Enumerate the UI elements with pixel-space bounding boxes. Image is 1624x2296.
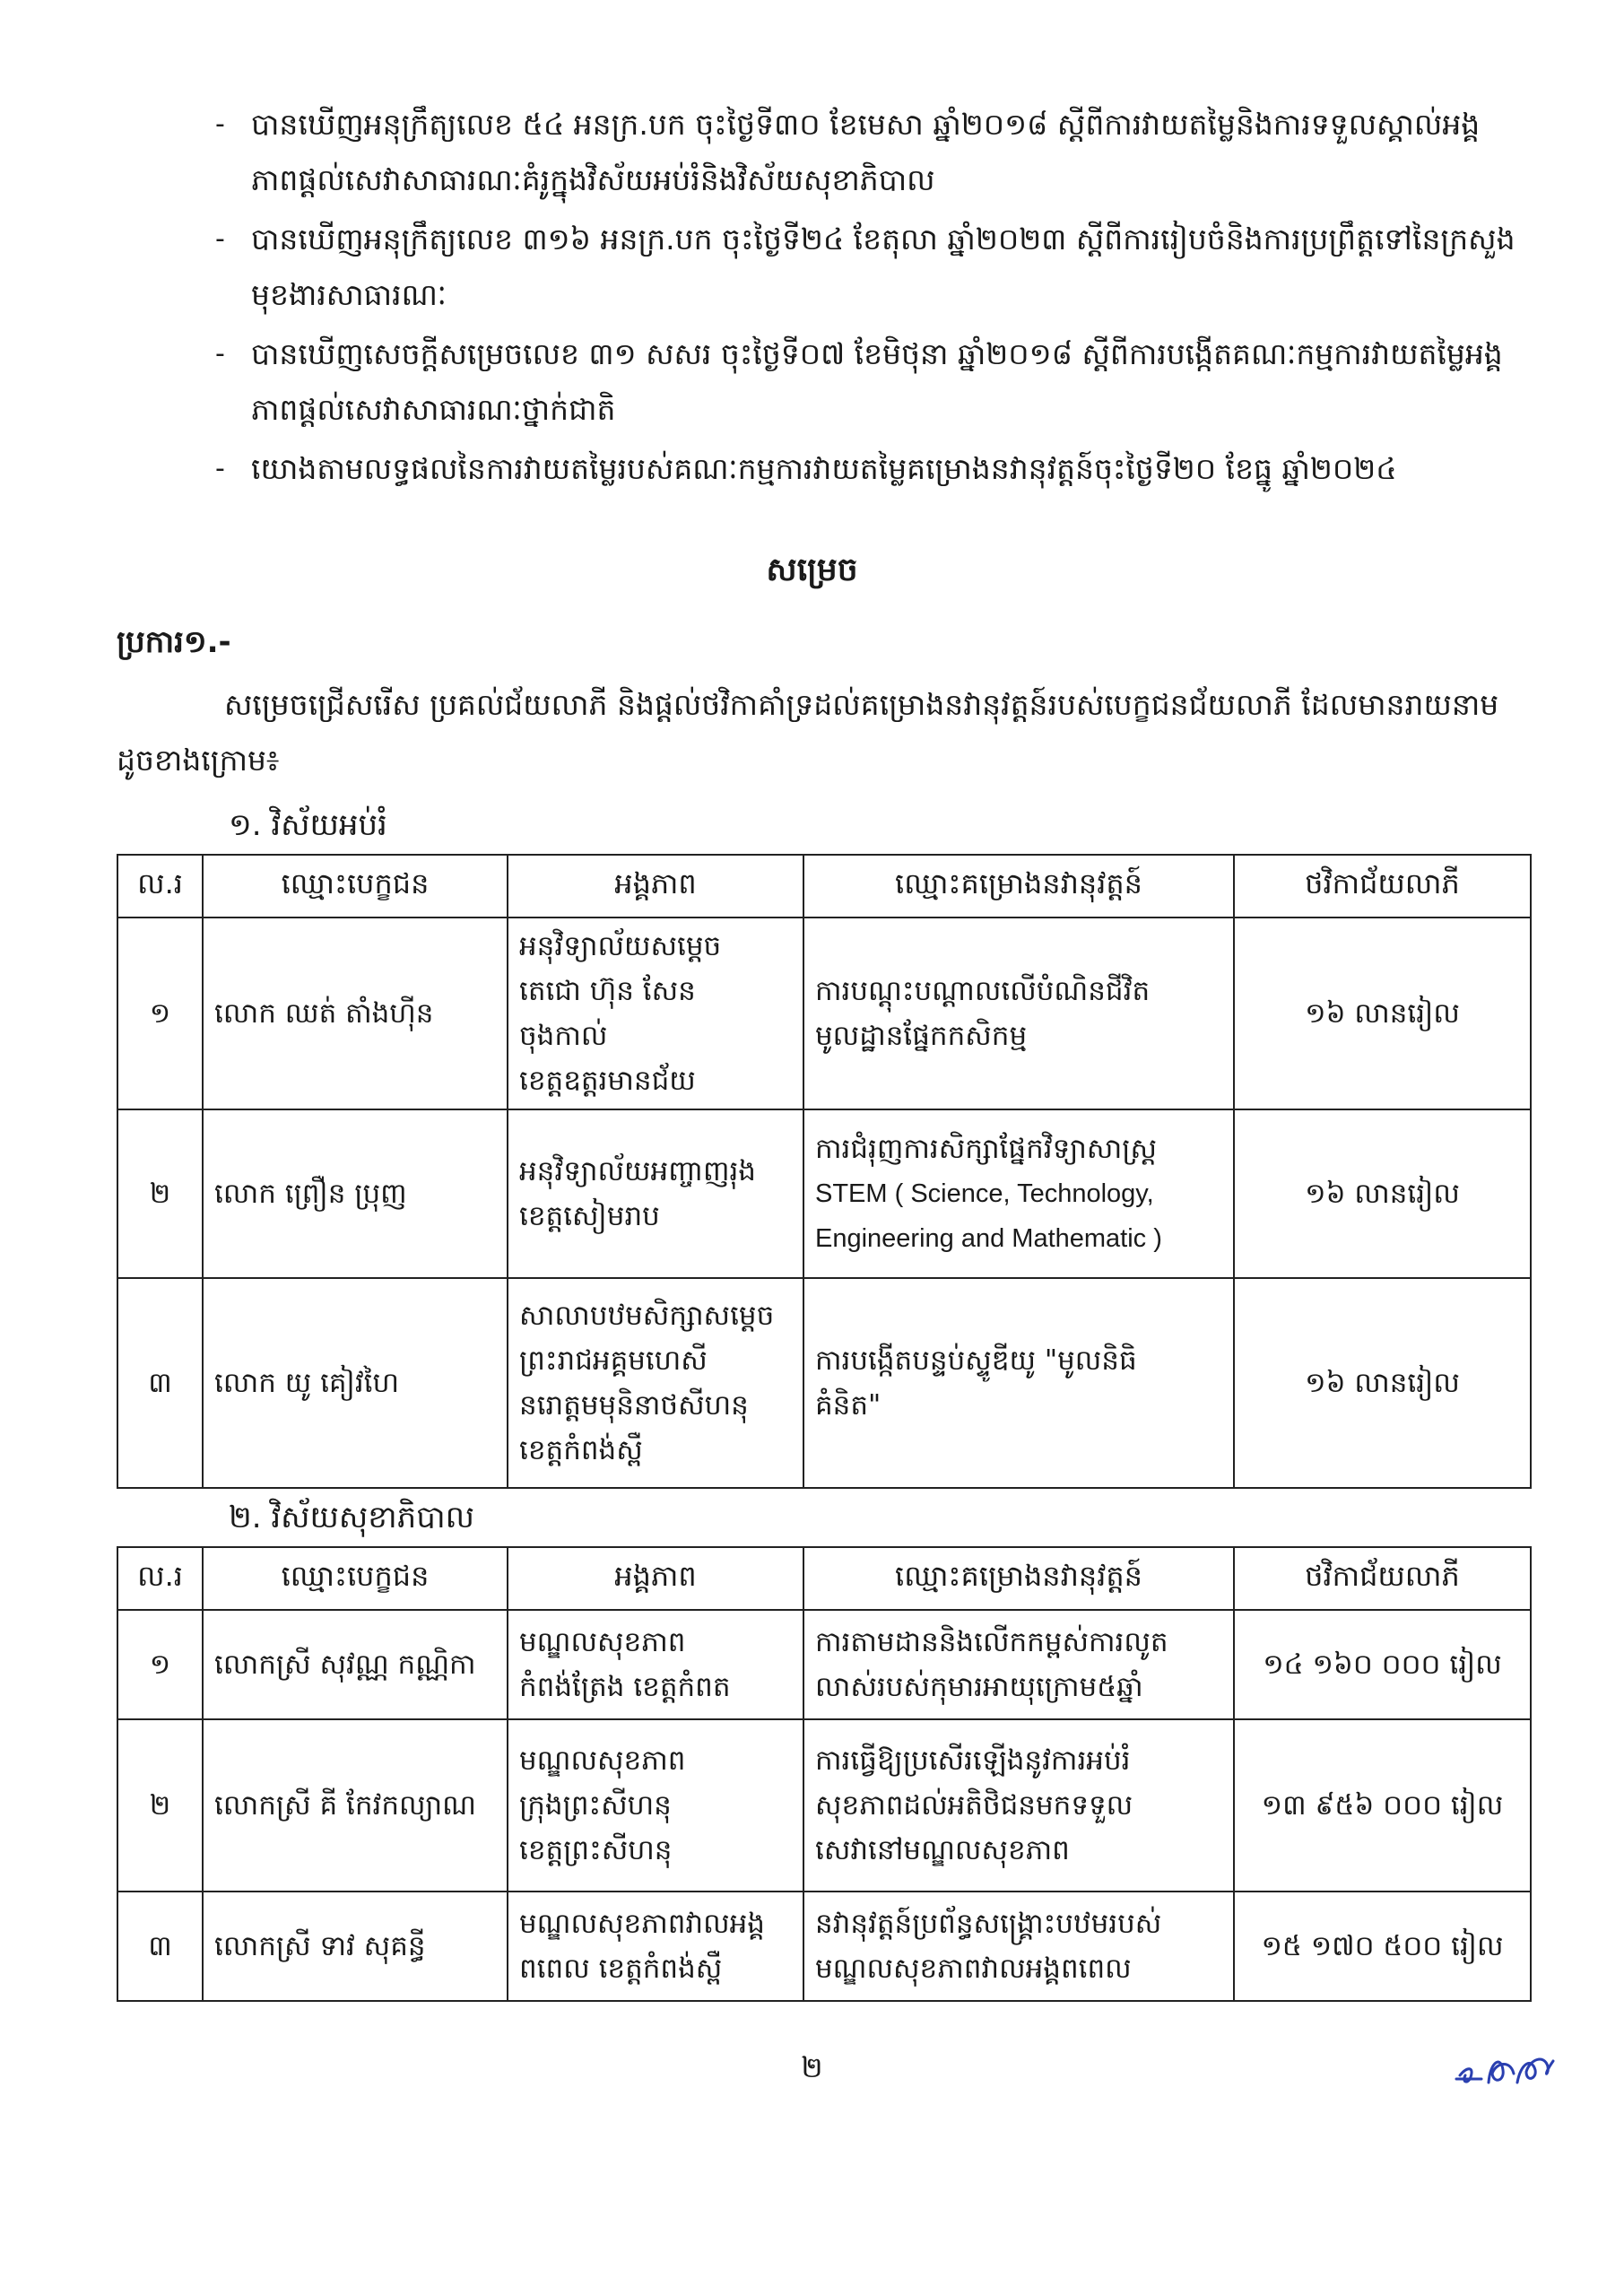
budget-cell: ១៦ លានរៀល — [1234, 1278, 1531, 1488]
budget-cell: ១៦ លានរៀល — [1234, 918, 1531, 1109]
section-title-education: ១. វិស័យអប់រំ — [229, 807, 387, 843]
unit-cell: មណ្ឌលសុខភាពវាលអង្គ ពពេល ខេត្តកំពង់ស្ពឺ — [508, 1892, 803, 2001]
candidate-name: លោកស្រី គី កែវកល្យាណ — [203, 1719, 508, 1892]
section-title-health: ២. វិស័យសុខាភិបាល — [229, 1500, 474, 1535]
project-cell: ការតាមដាននិងលើកកម្ពស់ការលូត លាស់របស់កុមារអាយុក្រោម៥ឆ្នាំ — [803, 1610, 1234, 1719]
table-row — [117, 1278, 1531, 1488]
table-row — [117, 918, 1531, 1109]
header-no: ល.រ — [117, 855, 203, 918]
page-number: ២ — [801, 2050, 823, 2084]
table-header-row — [117, 855, 1531, 918]
candidate-name: លោកស្រី សុវណ្ណ កណ្ណិកា — [203, 1610, 508, 1719]
table-row — [117, 1719, 1531, 1892]
project-cell: ការជំរុញការសិក្សាផ្នែកវិទ្យាសាស្ត្រ STEM ( Science, Technology, Engineering and Mathematic ) — [803, 1109, 1234, 1278]
row-number: ២ — [117, 1109, 203, 1278]
project-cell: ការធ្វើឱ្យប្រសើរឡើងនូវការអប់រំ សុខភាពដល់អតិថិជនមកទទួល សេវានៅមណ្ឌលសុខភាព — [803, 1719, 1234, 1892]
article-label: ប្រការ១.- — [117, 624, 231, 660]
header-no: ល.រ — [117, 1547, 203, 1610]
candidate-name: លោក ព្រឿន ប្រុញ — [203, 1109, 508, 1278]
candidate-name: លោក យូ គៀវហៃ — [203, 1278, 508, 1488]
preamble-item: - យោងតាមលទ្ធផលនៃការវាយតម្លៃរបស់គណៈកម្មការវាយតម្លៃគម្រោងនវានុវត្តន៍ចុះថ្ងៃទី២០ ខែធ្នូ ឆ្នាំ២០២៤ — [215, 451, 1397, 486]
budget-cell: ១៦ លានរៀល — [1234, 1109, 1531, 1278]
unit-cell: អនុវិទ្យាល័យសម្តេច តេជោ ហ៊ុន សែន ចុងកាល់ ខេត្តឧត្តរមានជ័យ — [508, 918, 803, 1109]
header-project: ឈ្មោះគម្រោងនវានុវត្តន៍ — [803, 855, 1234, 918]
header-project: ឈ្មោះគម្រោងនវានុវត្តន៍ — [803, 1547, 1234, 1610]
preamble-list — [215, 97, 1515, 500]
row-number: ៣ — [117, 1278, 203, 1488]
budget-cell: ១៤ ១៦០ ០០០ រៀល — [1234, 1610, 1531, 1719]
header-budget: ថវិកាជ័យលាភី — [1234, 1547, 1531, 1610]
preamble-item: - បានឃើញអនុក្រឹត្យលេខ ៥៤ អនក្រ.បក ចុះថ្ងៃទី៣០ ខែមេសា ឆ្នាំ២០១៨ ស្តីពីការវាយតម្លៃនិងការទទួលស្គាល់អង្គភាពផ្តល់សេវាសាធារណៈគំរូក្នុងវិស័យអប់រំនិងវិស័យសុខាភិបាល — [215, 107, 1481, 197]
candidate-name: លោក ឈត់ តាំងហ៊ីន — [203, 918, 508, 1109]
table-row — [117, 1610, 1531, 1719]
preamble-item: - បានឃើញសេចក្តីសម្រេចលេខ ៣១ សសរ ចុះថ្ងៃទី០៧ ខែមិថុនា ឆ្នាំ២០១៨ ស្តីពីការបង្កើតគណៈកម្មការវាយតម្លៃអង្គភាពផ្តល់សេវាសាធារណៈថ្នាក់ជាតិ — [215, 336, 1503, 427]
header-unit: អង្គភាព — [508, 855, 803, 918]
header-budget: ថវិកាជ័យលាភី — [1234, 855, 1531, 918]
unit-cell: មណ្ឌលសុខភាព កំពង់ត្រែង ខេត្តកំពត — [508, 1610, 803, 1719]
candidate-name: លោកស្រី ទាវ សុគន្ធី — [203, 1892, 508, 2001]
preamble-item: - បានឃើញអនុក្រឹត្យលេខ ៣១៦ អនក្រ.បក ចុះថ្ងៃទី២៤ ខែតុលា ឆ្នាំ២០២៣ ស្តីពីការរៀបចំនិងការប្រព្រឹត្តទៅនៃក្រសួងមុខងារសាធារណៈ — [215, 222, 1515, 312]
row-number: ១ — [117, 1610, 203, 1719]
row-number: ៣ — [117, 1892, 203, 2001]
education-table — [117, 854, 1532, 1489]
health-table — [117, 1546, 1532, 2002]
project-cell: ការបណ្តុះបណ្តាលលើបំណិនជីវិត មូលដ្ឋានផ្នែកកសិកម្ម — [803, 918, 1234, 1109]
budget-cell: ១៥ ១៧០ ៥០០ រៀល — [1234, 1892, 1531, 2001]
unit-cell: សាលាបឋមសិក្សាសម្តេច ព្រះរាជអគ្គមហេសី នរោត្តមមុនិនាថសីហនុ ខេត្តកំពង់ស្ពឺ — [508, 1278, 803, 1488]
header-unit: អង្គភាព — [508, 1547, 803, 1610]
header-candidate: ឈ្មោះបេក្ខជន — [203, 855, 508, 918]
article-body: សម្រេចជ្រើសរើស ប្រគល់ជ័យលាភី និងផ្តល់ថវិកាគាំទ្រដល់គម្រោងនវានុវត្តន៍របស់បេក្ខជនជ័យលាភី ដែលមានរាយនាមដូចខាងក្រោម៖ — [117, 687, 1499, 778]
decision-title: សម្រេច — [766, 552, 858, 588]
unit-cell: អនុវិទ្យាល័យអញ្ចាញរុង ខេត្តសៀមរាប — [508, 1109, 803, 1278]
handwritten-initials-icon — [1455, 2043, 1562, 2093]
header-candidate: ឈ្មោះបេក្ខជន — [203, 1547, 508, 1610]
budget-cell: ១៣ ៩៥៦ ០០០ រៀល — [1234, 1719, 1531, 1892]
table-row — [117, 1892, 1531, 2001]
row-number: ១ — [117, 918, 203, 1109]
table-row — [117, 1109, 1531, 1278]
unit-cell: មណ្ឌលសុខភាព ក្រុងព្រះសីហនុ ខេត្តព្រះសីហនុ — [508, 1719, 803, 1892]
table-header-row — [117, 1547, 1531, 1610]
row-number: ២ — [117, 1719, 203, 1892]
project-cell: នវានុវត្តន៍ប្រព័ន្ធសង្គ្រោះបឋមរបស់ មណ្ឌលសុខភាពវាលអង្គពពេល — [803, 1892, 1234, 2001]
project-cell: ការបង្កើតបន្ទប់ស្ទូឌីយូ "មូលនិធិ គំនិត" — [803, 1278, 1234, 1488]
